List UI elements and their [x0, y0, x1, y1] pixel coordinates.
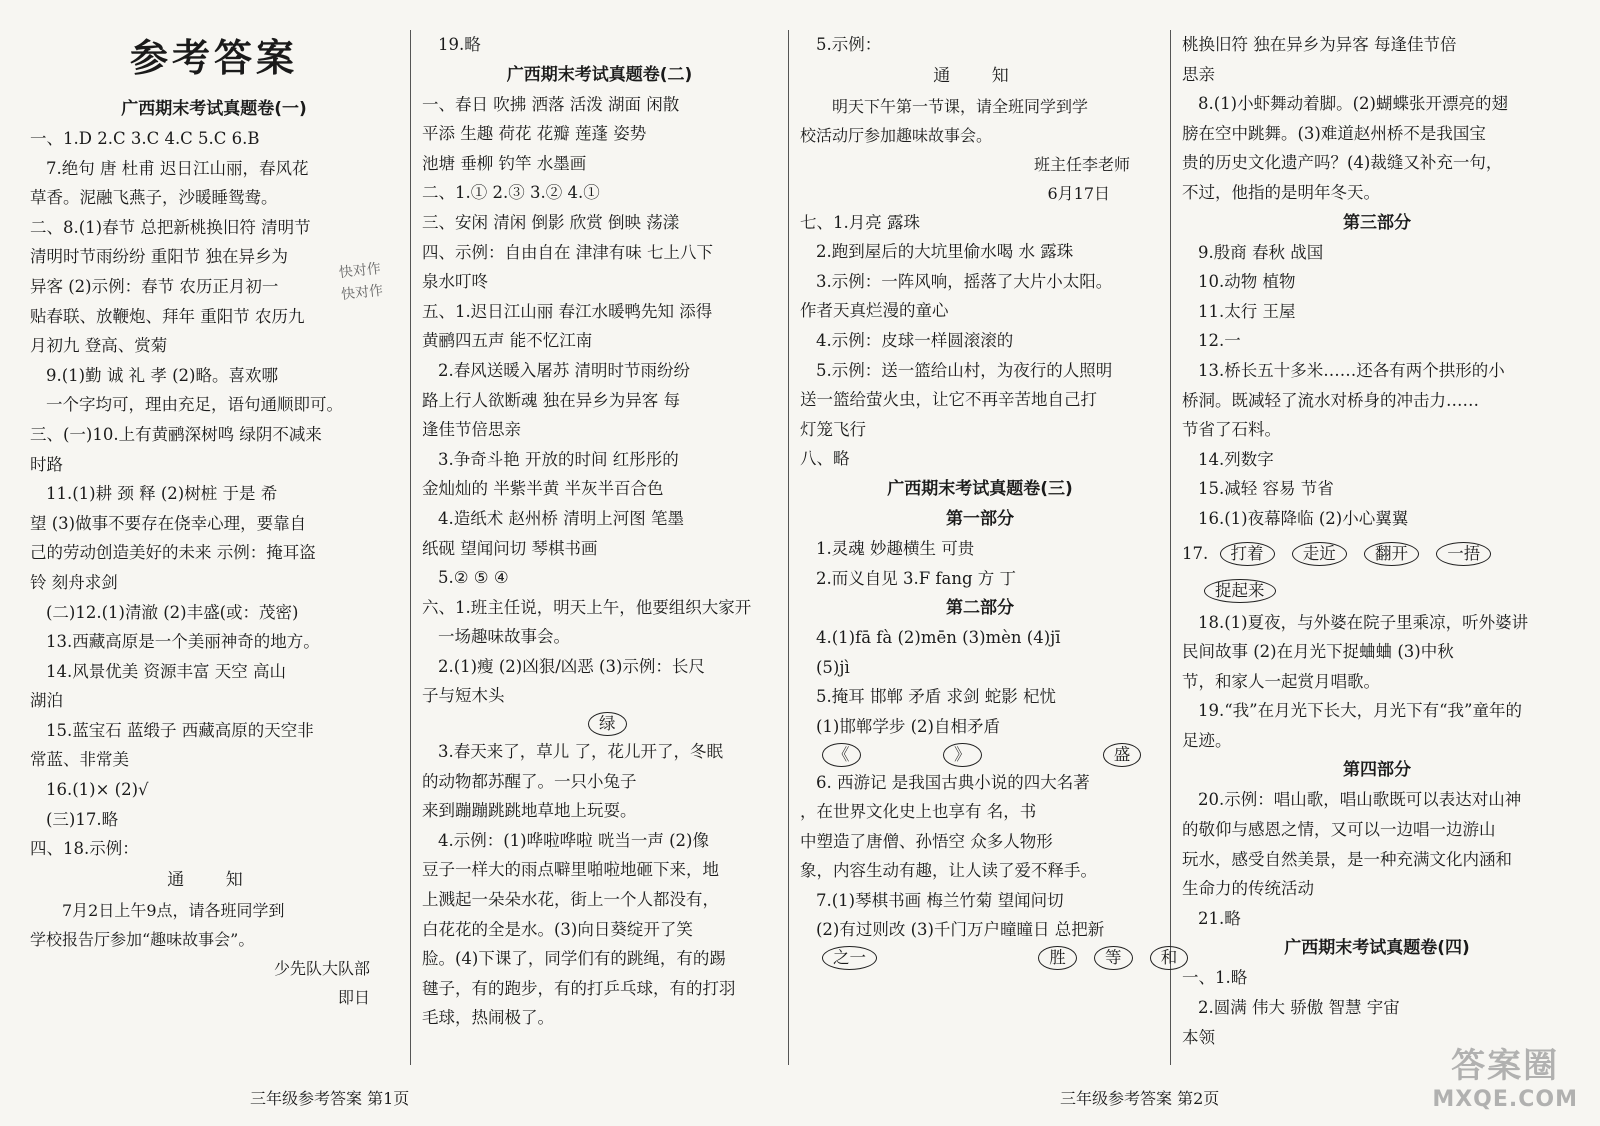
green-circle-mark: 绿	[588, 712, 627, 736]
answer-line: 二、1.① 2.③ 3.② 4.①	[422, 183, 600, 203]
answer-line: 八、略	[800, 449, 850, 469]
answer-line: 池塘 垂柳 钓竿 水墨画	[422, 153, 587, 173]
notice-date: 6月17日	[1047, 183, 1110, 203]
answer-line: 9.殷商 春秋 战国	[1198, 242, 1324, 262]
notice-signature: 少先队大队部	[273, 958, 370, 978]
answer-line: 子与短木头	[422, 686, 505, 706]
answer-line: 6. 西游记 是我国古典小说的四大名著	[816, 772, 1090, 792]
answer-line: 泉水叮咚	[422, 272, 488, 292]
q17-row-2	[1182, 574, 1572, 608]
q17-word: 一捂	[1436, 542, 1491, 566]
answer-line: 15.减轻 容易 节省	[1198, 479, 1334, 499]
answer-line: 一、春日 吹拂 洒落 活泼 湖面 闲散	[422, 94, 680, 114]
answer-line: 月初九 登高、赏菊	[30, 336, 168, 356]
q17-row	[1182, 534, 1572, 574]
answer-line: 纸砚 望闻问切 琴棋书画	[422, 538, 598, 558]
answer-line: 18.(1)夏夜，与外婆在院子里乘凉，听外婆讲	[1198, 612, 1529, 632]
notice-line: 7月2日上午9点，请各班同学到	[62, 900, 285, 920]
answer-line: 的敬仰与感恩之情，又可以一边唱一边游山	[1182, 820, 1496, 840]
correction-mark	[422, 711, 777, 737]
notice-title: 通 知	[167, 869, 261, 890]
notice-line: 校活动厅参加趣味故事会。	[800, 125, 993, 145]
q17-word: 翻开	[1364, 542, 1419, 566]
watermark-logo: 答案圈 MXQE.COM	[1432, 1046, 1578, 1112]
answer-line: 2.(1)瘦 (2)凶狠/凶恶 (3)示例：长尺	[438, 656, 705, 676]
answer-line: (1)邯郸学步 (2)自相矛盾	[816, 716, 1000, 736]
answer-line: 2.而义自见 3.F fang 方 丁	[816, 568, 1017, 588]
deng-mark: 等	[1094, 946, 1133, 970]
answer-line: (二)12.(1)清澈 (2)丰盛(或：茂密)	[46, 602, 299, 622]
answer-line: 贴春联、放鞭炮、拜年 重阳节 农历九	[30, 306, 305, 326]
correction-marks	[800, 742, 1160, 768]
answer-line: 民间故事 (2)在月光下捉蛐蛐 (3)中秋	[1182, 642, 1454, 662]
answer-line: 节，和家人一起赏月唱歌。	[1182, 671, 1380, 691]
answer-line: 15.蓝宝石 蓝缎子 西藏高原的天空非	[46, 720, 314, 740]
answer-line: 20.示例：唱山歌，唱山歌既可以表达对山神	[1198, 790, 1522, 810]
answer-line: 桥洞。既减轻了流水对桥身的冲击力……	[1182, 390, 1479, 410]
answer-line: 路上行人欲断魂 独在异乡为异客 每	[422, 390, 680, 410]
notice-line: 明天下午第一节课，请全班同学到学	[832, 96, 1089, 116]
answer-line: 一、1.略	[1182, 968, 1248, 988]
answer-line: 一场趣味故事会。	[438, 627, 570, 647]
answer-line: 本领	[1182, 1027, 1215, 1047]
answer-line: 14.风景优美 资源丰富 天空 高山	[46, 661, 286, 681]
answer-line: 毽子，有的跑步，有的打乒乓球，有的打羽	[422, 978, 736, 998]
answer-line: 毛球，热闹极了。	[422, 1008, 554, 1028]
column-divider	[410, 30, 411, 1065]
answer-line: 灯笼飞行	[800, 419, 866, 439]
answer-line: 12.一	[1198, 331, 1241, 351]
q17-label: 17.	[1182, 543, 1209, 563]
page-title: 参考答案	[129, 35, 298, 80]
answer-line: 16.(1)× (2)√	[46, 780, 149, 800]
answer-line: 三、(一)10.上有黄鹂深树鸣 绿阴不减来	[30, 424, 322, 444]
part-title: 第一部分	[946, 508, 1014, 529]
answer-line: 桃换旧符 独在异乡为异客 每逢佳节倍	[1182, 35, 1457, 54]
answer-line: 14.列数字	[1198, 449, 1274, 469]
answer-line: 一个字均可，理由充足，语句通顺即可。	[46, 395, 343, 415]
answer-line: 19.略	[438, 35, 481, 54]
answer-line: 的动物都苏醒了。一只小兔子	[422, 771, 637, 791]
answer-line: 4.示例：(1)哗啦哗啦 咣当一声 (2)像	[438, 830, 709, 850]
answer-line: 8.(1)小虾舞动着脚。(2)蝴蝶张开漂亮的翅	[1198, 94, 1508, 114]
answer-line: 4.(1)fā fà (2)mēn (3)mèn (4)jī	[816, 628, 1061, 648]
column-3	[800, 30, 1178, 1090]
answer-line: (2)有过则改 (3)千门万户曈曈日 总把新	[816, 920, 1105, 940]
answer-line: 二、8.(1)春节 总把新桃换旧符 清明节	[30, 217, 311, 237]
answer-line: 膀在空中跳舞。(3)难道赵州桥不是我国宝	[1182, 123, 1486, 143]
answer-line: 异客 (2)示例：春节 农历正月初一	[30, 276, 279, 296]
answer-line: 4.造纸术 赵州桥 清明上河图 笔墨	[438, 508, 684, 528]
answer-line: 清明时节雨纷纷 重阳节 独在异乡为	[30, 247, 288, 267]
column-divider	[788, 30, 789, 1065]
answer-lines	[1182, 608, 1572, 756]
answer-line: 七、1.月亮 露珠	[800, 212, 920, 232]
answer-line: 2.春风送暖入屠苏 清明时节雨纷纷	[438, 360, 690, 380]
answer-line: 足迹。	[1182, 730, 1232, 750]
answer-line: 思亲	[1182, 64, 1215, 84]
column-divider	[1170, 30, 1171, 1065]
answer-line: 11.(1)耕 颈 释 (2)树桩 于是 希	[46, 484, 278, 504]
section-title: 广西期末考试真题卷(一)	[121, 99, 307, 119]
answer-line: 己的劳动创造美好的未来 示例：掩耳盗	[30, 543, 316, 563]
answer-line: 三、安闲 清闲 倒影 欣赏 倒映 荡漾	[422, 212, 680, 232]
answer-line: 1.灵魂 妙趣横生 可贵	[816, 538, 975, 558]
answer-lines	[800, 208, 1160, 474]
q17-word: 打着	[1220, 542, 1275, 566]
answer-line: 21.略	[1198, 908, 1241, 928]
answer-lines	[1182, 238, 1572, 534]
answer-lines	[1182, 30, 1572, 208]
he-mark: 和	[1150, 946, 1189, 970]
section-title: 广西期末考试真题卷(二)	[506, 64, 693, 85]
answer-line: 玩水，感受自然美景，是一种充满文化内涵和	[1182, 849, 1512, 869]
answer-line: 2.跑到屋后的大坑里偷水喝 水 露珠	[816, 242, 1074, 262]
open-mark: 《	[822, 743, 861, 767]
answer-line: 五、1.迟日江山丽 春江水暖鸭先知 添得	[422, 301, 713, 321]
answer-line: 来到蹦蹦跳跳地草地上玩耍。	[422, 801, 637, 821]
answer-line: 9.(1)勤 诚 礼 孝 (2)略。喜欢哪	[46, 365, 278, 385]
answer-line: (5)jì	[816, 657, 850, 677]
sheng-circle-mark: 胜	[1038, 946, 1077, 970]
answer-line: 3.春天来了，草儿 了，花儿开了，冬眠	[438, 742, 723, 762]
answer-line: 一、1.D 2.C 3.C 4.C 5.C 6.B	[30, 129, 260, 148]
answer-line: 湖泊	[30, 691, 63, 711]
answer-line: 四、示例：自由自在 津津有味 七上八下	[422, 242, 713, 262]
answer-lines	[800, 768, 1160, 946]
answer-line: 3.示例：一阵风响，摇落了大片小太阳。	[816, 271, 1113, 291]
answer-line: 中塑造了唐僧、孙悟空 众多人物形	[800, 831, 1053, 851]
answer-line: 节省了石料。	[1182, 420, 1281, 440]
answer-line: 金灿灿的 半紫半黄 半灰半百合色	[422, 479, 664, 499]
section-title: 广西期末考试真题卷(四)	[1284, 938, 1470, 959]
answer-line: 草香。泥融飞燕子，沙暖睡鸳鸯。	[30, 188, 278, 208]
stamp-mark: 快对作 快对作	[338, 260, 384, 304]
correction-marks-2	[800, 945, 1178, 971]
answer-line: 16.(1)夜幕降临 (2)小心翼翼	[1198, 508, 1409, 528]
answer-line: 11.太行 王屋	[1198, 301, 1296, 321]
answer-line: 不过，他指的是明年冬天。	[1182, 182, 1380, 202]
part-title: 第四部分	[1343, 760, 1411, 781]
answer-line: 黄鹂四五声 能不忆江南	[422, 331, 593, 351]
notice-signature: 班主任李老师	[1033, 154, 1130, 174]
q17-word: 捉起来	[1204, 579, 1276, 603]
part-title: 第三部分	[1343, 212, 1411, 233]
notice-title: 通 知	[933, 65, 1027, 86]
page-footer-left: 三年级参考答案 第1页	[250, 1089, 410, 1108]
page-footer-right: 三年级参考答案 第2页	[1060, 1089, 1220, 1108]
answer-line: (三)17.略	[46, 809, 119, 829]
answer-line: 望 (3)做事不要存在侥幸心理，要靠自	[30, 513, 307, 533]
answer-line: 送一篮给萤火虫，让它不再辛苦地自己打	[800, 390, 1097, 410]
answer-line: 平添 生趣 荷花 花瓣 莲蓬 姿势	[422, 124, 647, 144]
zhiyi-mark: 之一	[822, 946, 877, 970]
answer-line: ，在世界文化史上也享有 名，书	[800, 802, 1037, 822]
answer-line: 时路	[30, 454, 63, 474]
answer-line: 5.示例：送一篮给山村，为夜行的人照明	[816, 360, 1113, 380]
answer-lines	[800, 623, 1160, 741]
answer-line: 四、18.示例：	[30, 839, 139, 859]
answer-line: 2.圆满 伟大 骄傲 智慧 宇宙	[1198, 998, 1400, 1018]
answer-lines	[1182, 785, 1572, 933]
answer-line: 象，内容生动有趣，让人读了爱不释手。	[800, 861, 1097, 881]
answer-line: 脸。(4)下课了，同学们有的跳绳，有的踢	[422, 949, 726, 969]
answer-lines	[422, 90, 777, 711]
answer-line: 10.动物 植物	[1198, 272, 1296, 292]
q17-word: 走近	[1292, 542, 1347, 566]
answer-line: 13.桥长五十多米……还各有两个拱形的小	[1198, 360, 1505, 380]
column-4	[1182, 30, 1572, 1090]
answer-lines	[800, 534, 1160, 593]
column-2	[422, 30, 777, 1090]
notice-date: 即日	[337, 987, 370, 1007]
answer-line: 逢佳节倍思亲	[422, 420, 521, 440]
section-title: 广西期末考试真题卷(三)	[887, 478, 1073, 499]
answer-line: 13.西藏高原是一个美丽神奇的地方。	[46, 632, 320, 652]
answer-line: 4.示例：皮球一样圆滚滚的	[816, 330, 1014, 350]
answer-lines	[30, 124, 398, 864]
answer-line: 19.“我”在月光下长大，月光下有“我”童年的	[1198, 701, 1522, 721]
answer-line: 生命力的传统活动	[1182, 879, 1314, 899]
answer-line: 豆子一样大的雨点噼里啪啦地砸下来，地	[422, 860, 719, 880]
answer-line: 上溅起一朵朵水花，街上一个人都没有，	[422, 890, 719, 910]
close-mark: 》	[943, 743, 982, 767]
answer-line: 7.绝句 唐 杜甫 迟日江山丽，春风花	[46, 158, 309, 178]
answer-line: 3.争奇斗艳 开放的时间 红彤彤的	[438, 449, 679, 469]
answer-lines	[422, 737, 777, 1033]
answer-line: 铃 刻舟求剑	[30, 572, 118, 592]
answer-line: 白花花的全是水。(3)向日葵绽开了笑	[422, 919, 693, 939]
answer-line: 六、1.班主任说，明天上午，他要组织大家开	[422, 597, 752, 617]
answer-line: 作者天真烂漫的童心	[800, 301, 949, 321]
sheng-mark: 盛	[1103, 743, 1142, 767]
answer-line: 5.示例：	[816, 35, 882, 54]
answer-line: 常蓝、非常美	[30, 750, 129, 770]
part-title: 第二部分	[946, 598, 1014, 619]
answer-line: 5.掩耳 邯郸 矛盾 求剑 蛇影 杞忧	[816, 687, 1056, 707]
notice-line: 学校报告厅参加“趣味故事会”。	[30, 929, 255, 949]
answer-line: 贵的历史文化遗产吗？(4)裁缝又补充一句，	[1182, 153, 1503, 173]
answer-line: 5.② ⑤ ④	[438, 568, 509, 588]
column-1	[30, 30, 398, 1090]
answer-line: 7.(1)琴棋书画 梅兰竹菊 望闻问切	[816, 890, 1064, 910]
